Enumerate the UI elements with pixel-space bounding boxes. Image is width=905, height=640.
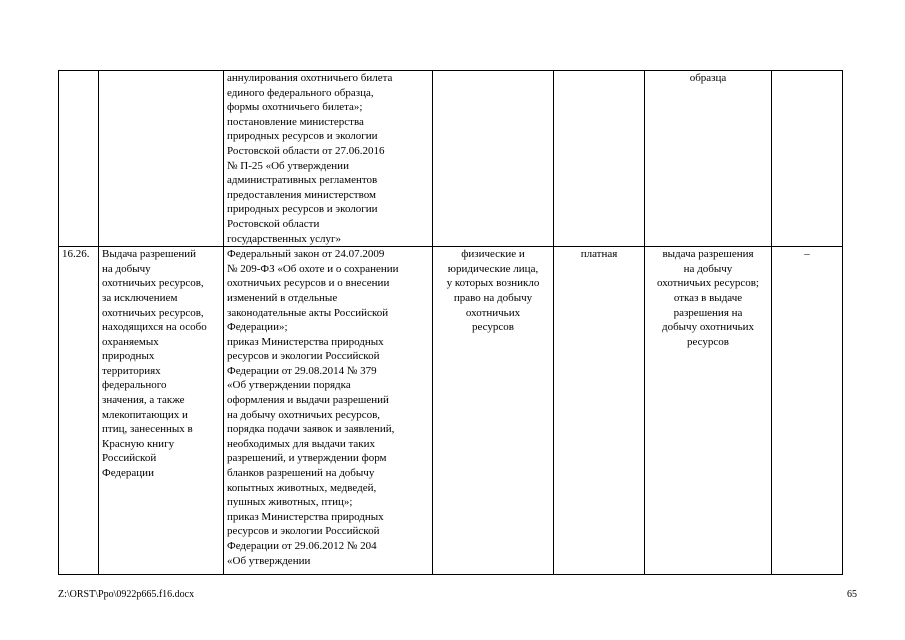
- legal-line: на добычу охотничьих ресурсов,: [227, 408, 381, 421]
- legal-line: законодательные акты Российской: [227, 306, 389, 319]
- result-line: выдача разрешения: [662, 248, 754, 261]
- legal-line: бланков разрешений на добычу: [227, 467, 375, 480]
- legal-line: ресурсов и экологии Российской: [227, 350, 380, 363]
- service-line: за исключением: [102, 291, 178, 304]
- legal-line: Федерации»;: [227, 321, 288, 334]
- recipients-line: юридические лица,: [447, 262, 539, 275]
- recipients-line: у которых возникло: [446, 277, 540, 290]
- legal-line: Федерации от 29.06.2012 № 204: [227, 540, 377, 552]
- recipients-line: охотничьих: [465, 306, 521, 319]
- row-number-cell: 16.26.: [59, 247, 99, 575]
- service-line: Федерации: [102, 467, 154, 480]
- recipients-cell: [433, 247, 554, 575]
- legal-line: аннулирования охотничьего билета: [227, 72, 393, 84]
- legal-line: административных регламентов: [227, 174, 378, 187]
- legal-line: оформления и выдачи разрешений: [227, 394, 389, 407]
- service-line: охотничьих ресурсов,: [102, 306, 204, 319]
- service-name-cell: [99, 71, 224, 247]
- fee-cell: [554, 71, 645, 247]
- legal-line: Ростовской области от 27.06.2016: [227, 144, 385, 157]
- recipients-line: право на добычу: [453, 291, 533, 304]
- legal-line: необходимых для выдачи таких: [227, 437, 376, 450]
- service-line: находящихся на особо: [102, 321, 207, 334]
- legal-basis-cell: [224, 247, 433, 575]
- result-cell: образца: [645, 71, 772, 247]
- legal-line: формы охотничьего билета»;: [227, 101, 363, 114]
- legal-line: предоставления министерством: [227, 188, 376, 201]
- result-line: добычу охотничьих: [661, 321, 755, 334]
- service-line: значения, а также: [102, 394, 185, 407]
- legal-line: № П-25 «Об утверждении: [227, 159, 349, 172]
- result-cell: [645, 247, 772, 575]
- result-line: ресурсов: [687, 335, 729, 348]
- fee-cell: платная: [554, 247, 645, 575]
- legal-line: изменений в отдельные: [227, 291, 338, 304]
- legal-line: государственных услуг»: [227, 232, 342, 245]
- legal-line: Ростовской области: [227, 217, 320, 230]
- legal-basis-cell: [224, 71, 433, 247]
- service-line: охотничьих ресурсов,: [102, 277, 204, 290]
- services-table: [58, 70, 843, 575]
- extra-cell: [772, 71, 843, 247]
- legal-line: единого федерального образца,: [227, 86, 374, 99]
- service-line: Российской: [102, 452, 157, 465]
- legal-line: копытных животных, медведей,: [227, 481, 377, 494]
- row-number-cell: [59, 71, 99, 247]
- legal-line: приказ Министерства природных: [227, 510, 384, 523]
- table-row: [59, 247, 843, 575]
- legal-line: ресурсов и экологии Российской: [227, 525, 380, 538]
- legal-line: порядка подачи заявок и заявлений,: [227, 423, 395, 436]
- table-row: [59, 71, 843, 247]
- service-line: Выдача разрешений: [102, 248, 197, 261]
- service-line: птиц, занесенных в: [102, 423, 193, 436]
- result-line: охотничьих ресурсов;: [657, 277, 759, 290]
- legal-line: приказ Министерства природных: [227, 335, 384, 348]
- service-line: млекопитающих и: [102, 408, 188, 421]
- legal-line: Федерации от 29.08.2014 № 379: [227, 364, 377, 377]
- legal-line: пушных животных, птиц»;: [227, 496, 353, 509]
- legal-line: «Об утверждении: [227, 554, 311, 567]
- result-line: на добычу: [683, 262, 733, 275]
- service-line: природных: [102, 350, 155, 363]
- legal-line: постановление министерства: [227, 115, 364, 128]
- footer-page-number: 65: [847, 589, 857, 600]
- legal-line: природных ресурсов и экологии: [227, 203, 378, 216]
- recipients-line: ресурсов: [472, 321, 514, 334]
- result-line: разрешения на: [673, 306, 743, 319]
- legal-line: № 209-ФЗ «Об охоте и о сохранении: [227, 262, 399, 275]
- result-line: отказ в выдаче: [673, 291, 743, 304]
- legal-line: разрешений, и утверждении форм: [227, 452, 387, 465]
- service-line: Красную книгу: [102, 437, 175, 450]
- recipients-line: физические и: [461, 248, 525, 261]
- service-line: на добычу: [102, 262, 151, 275]
- service-name-cell: [99, 247, 224, 575]
- extra-cell: –: [772, 247, 843, 575]
- legal-line: Федеральный закон от 24.07.2009: [227, 248, 385, 261]
- service-line: территориях: [102, 364, 161, 377]
- legal-line: охотничьих ресурсов и о внесении: [227, 277, 390, 290]
- service-line: охраняемых: [102, 335, 159, 348]
- service-line: федерального: [102, 379, 167, 392]
- legal-line: природных ресурсов и экологии: [227, 130, 378, 143]
- footer-file-path: Z:\ORST\Ppo\0922p665.f16.docx: [58, 589, 195, 600]
- recipients-cell: [433, 71, 554, 247]
- legal-line: «Об утверждении порядка: [227, 379, 351, 392]
